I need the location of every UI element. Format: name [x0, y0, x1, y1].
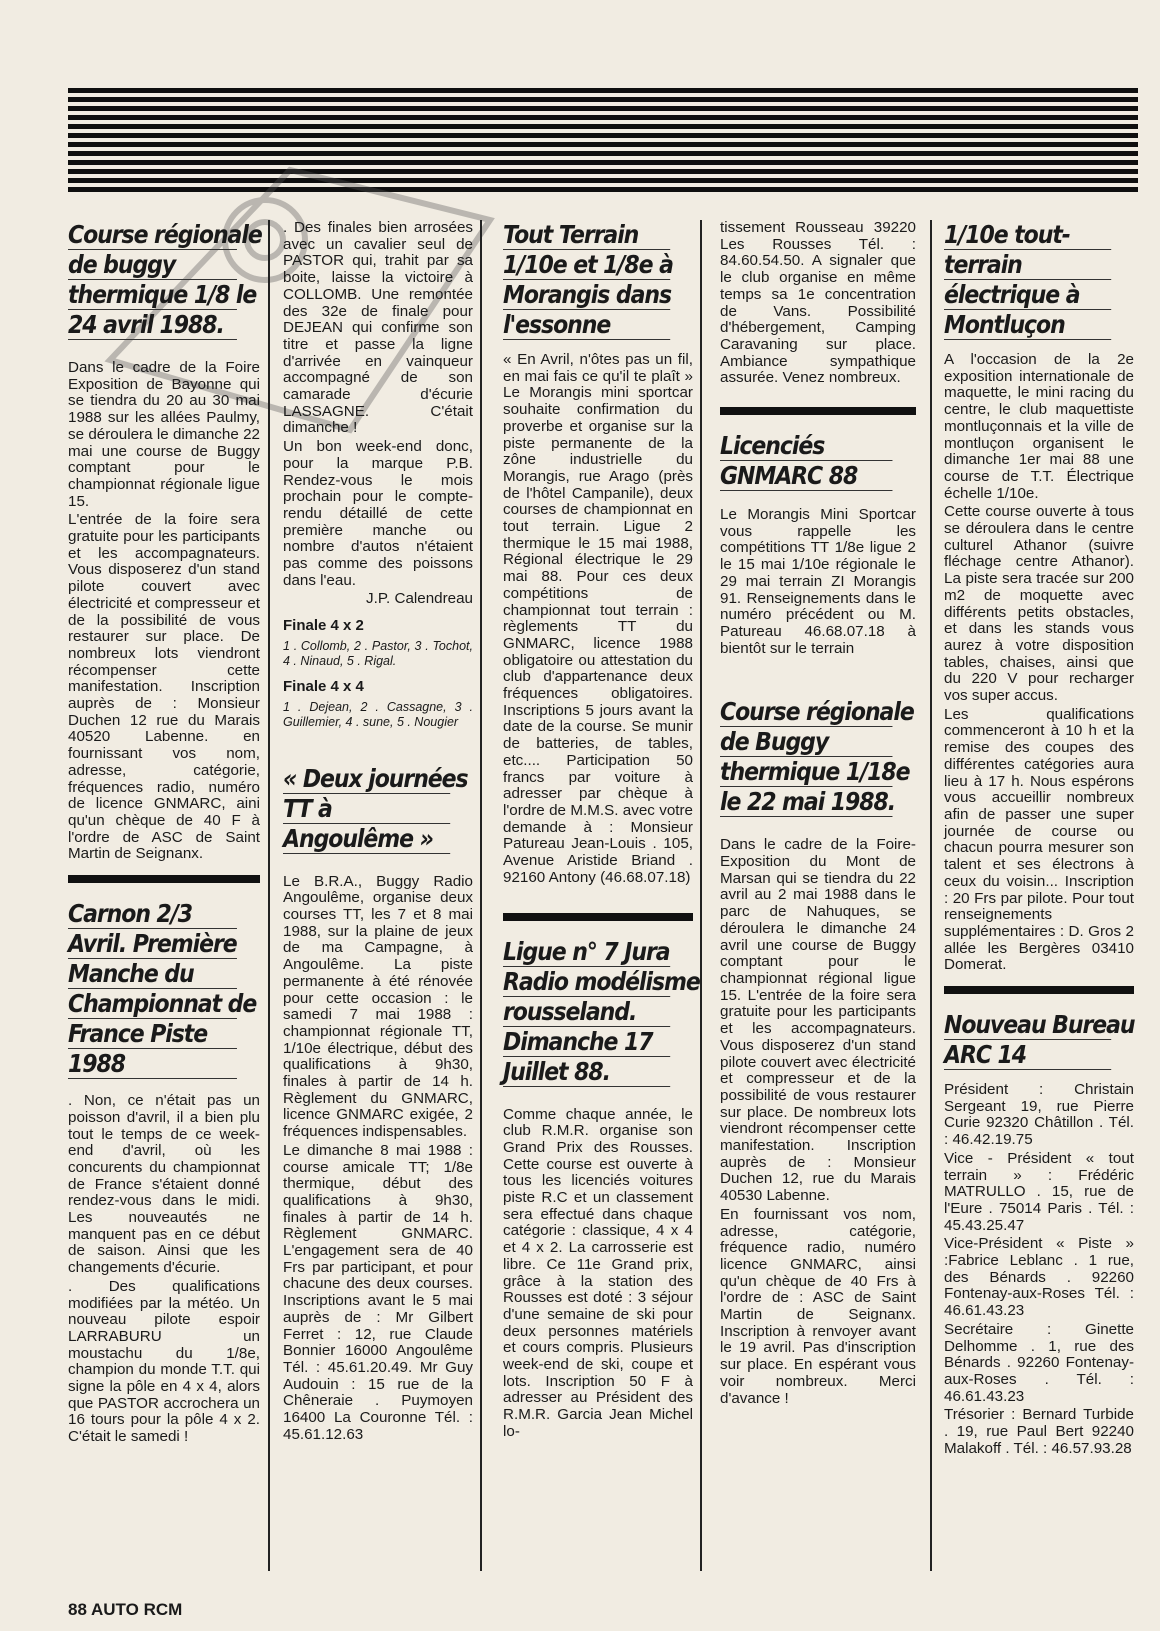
paragraph: Vice-Président « Piste » :Fabrice Leblanc . 1 rue, des Bénards . 92260 Fontenay-aux-Roses Tél. : 46.61.43.23 — [944, 1235, 1134, 1320]
paragraph: . Des finales bien arrosées avec un cavalier seul de PASTOR qui, trahit par sa boite, laisse la victoire à COLLOMB. Une remontée des 32e de finale pour DEJEAN qui confirme son titre et passe la ligne d'arrivée en vainqueur accompagné de son camarade d'écurie LASSAGNE. C'était dimanche ! — [283, 219, 473, 437]
column-3 — [503, 220, 700, 1571]
paragraph: Vice - Président « tout terrain » : Frédéric MATRULLO . 15, rue de l'Eure . 75014 Paris . Tél. : 45.43.25.47 — [944, 1149, 1134, 1234]
headline-tout-terrain-morangis: Tout Terrain 1/10e et 1/8e à Morangis dans l'essonne — [503, 220, 673, 339]
paragraph: Trésorier : Bernard Turbide . 19, rue Paul Bert 92240 Malakoff . Tél. : 46.57.93.28 — [944, 1406, 1134, 1457]
page-footer: 88 AUTO RCM — [68, 1600, 183, 1619]
results-list: 1 . Dejean, 2 . Cassagne, 3 . Guillemier, 4 . sune, 5 . Nougier — [283, 699, 473, 729]
paragraph: Dans le cadre de la Foire Exposition de Bayonne qui se tiendra du 20 au 30 mai 1988 sur les allées Paulmy, se déroulera le dimanche 22 mai une course de Buggy comptant pour le championnat régionale ligue 15. — [68, 359, 260, 510]
paragraph: tissement Rousseau 39220 Les Rousses Tél. : 84.60.54.50. A signaler que le club organise en même temps sa 1e concentration de Vans. Possibilité d'hébergement, Camping Caravaning sur place. Ambiance sympathique assurée. Venez nombreux. — [720, 219, 916, 387]
headline-nouveau-bureau: Nouveau Bureau ARC 14 — [944, 1010, 1135, 1070]
paragraph: Secrétaire : Ginette Delhomme . 1, rue des Bénards . 92260 Fontenay-aux-Roses . Tél. : 46.61.43.23 — [944, 1320, 1134, 1405]
column-divider — [930, 220, 932, 1571]
column-4 — [720, 220, 916, 1571]
headline-montlucon: 1/10e tout- terrain électrique à Montluçon — [944, 220, 1111, 340]
column-2 — [283, 220, 473, 1571]
section-divider — [68, 875, 260, 883]
paragraph: Président : Christain Sergeant 19, rue Pierre Curie 92320 Châtillon . Tél. : 46.42.19.75 — [944, 1081, 1134, 1149]
paragraph: Dans le cadre de la Foire-Exposition du Mont de Marsan qui se tiendra du 22 avril au 2 mai 1988 dans le parc de Nahuques, se déroulera le dimanche 24 avril une course de Buggy comptant pour le championnat régional ligue 15. L'entrée de la foire sera gratuite pour les participants et les accompagnateurs. Vous disposerez d'un stand pilote couvert avec électricité et compresseur et de la possibilité de vous restaurer sur place. De nombreux lots viendront récompenser cette manifestation. Inscription auprès de : Monsieur Duchen 12, rue du Marais 40530 Labenne. — [720, 836, 916, 1205]
paragraph: Cette course ouverte à tous se déroulera dans le centre culturel Athanor (suivre fléchage centre Athanor). La piste sera tracée sur 200 m2 de moquette avec différents petits obstacles, et dans les stands vous aurez à votre disposition tables, chaises, ainsi que du 220 V pour recharger vos super accus. — [944, 503, 1134, 705]
paragraph: L'entrée de la foire sera gratuite pour les participants et les accompagnateurs. Vous disposerez d'un stand pilote couvert avec électricité et compresseur et de la possibilité de vous restaurer sur place. De nombreux lots viendront récompenser cette manifestation. Inscription auprès de : Monsieur Duchen 12 rue du Marais 40520 Labenne. en fournissant vos nom, adresse, catégorie, fréquences radio, numéro de licence GNMARC, aini qu'un chèque de 40 F à l'ordre de ASC de Saint Martin de Seignanx. — [68, 511, 260, 863]
headline-ligue-7-jura: Ligue n° 7 Jura Radio modélisme rousseland. Dimanche 17 Juillet 88. — [503, 936, 700, 1086]
results-heading: Finale 4 x 4 — [283, 677, 364, 695]
section-divider — [720, 407, 916, 415]
results-list: 1 . Collomb, 2 . Pastor, 3 . Tochot, 4 . Ninaud, 5 . Rigal. — [283, 638, 473, 668]
paragraph: . Non, ce n'était pas un poisson d'avril, il a bien plu tout le temps de ce week-end d'avril, où les concurents du championnat de France s'étaient donné rendez-vous dans le midi. Les nouveautés ne manquent pas en ce début de saison. Ainsi que les changements d'écurie. — [68, 1092, 260, 1277]
paragraph: Le Morangis Mini Sportcar vous rappelle les compétitions TT 1/8e ligue 2 le 15 mai 1/10e régionale le 29 mai terrain ZI Morangis 91. Renseignements dans le numéro précédent ou M. Patureau 46.68.07.18 à bientôt sur le terrain — [720, 506, 916, 657]
paragraph: En fournissant vos nom, adresse, catégorie, fréquence radio, numéro licence GNMARC, ainsi qu'un chèque de 40 Frs à l'ordre de : ASC de Saint Martin de Seignanx. Inscription à renvoyer avant le 19 avril. Pas d'inscription sur place. En espérant vous voir nombreux. Merci d'avance ! — [720, 1205, 916, 1407]
column-1 — [68, 220, 260, 1571]
headline-course-regionale-buggy-1-8: Course régionale de buggy thermique 1/8 le 24 avril 1988. — [68, 220, 262, 339]
column-5 — [944, 220, 1134, 1571]
headline-course-regionale-buggy-1-18: Course régionale de Buggy thermique 1/18e le 22 mai 1988. — [720, 697, 914, 817]
paragraph: Un bon week-end donc, pour la marque P.B. Rendez-vous le mois prochain pour le compte-rendu détaillé de cette première manche ou nombre d'autos n'étaient pas comme des poissons dans l'eau. — [283, 438, 473, 589]
column-divider — [480, 220, 482, 1571]
paragraph: « En Avril, n'ôtes pas un fil, en mai fais ce qu'il te plaît » Le Morangis mini sportcar souhaite confirmation du proverbe et organise sur la piste permanente de la zône industrielle du Morangis, rue Arago (près de l'hôtel Campanile), deux courses de championnat en tout terrain. Ligue 2 thermique le 15 mai 1988, Régional électrique le 29 mai 88. Pour ces deux compétitions de championnat tout terrain : règlements TT du GNMARC, licence 1988 obligatoire ou attestation du club d'appartenance deux fréquences obligatoires. Inscriptions 5 jours avant la date de la course. Se munir de batteries, de tables, etc.... Participation 50 francs par voiture à adresser par chèque à l'ordre de M.M.S. avec votre demande à : Monsieur Patureau Jean-Louis . 105, Avenue Aristide Briand . 92160 Antony (46.68.07.18) — [503, 351, 693, 886]
paragraph: Les qualifications commenceront à 10 h et la remise des coupes des différentes catégories aura lieu à 17 h. Nous espérons vous accueillir nombreux afin de passer une super journée de course ou chacun pourra mesurer son talent et ses électrons à ceux du voisin... Inscription : 20 Frs par pilote. Pour tout renseignements supplémentaires : D. Gros 2 allée les Bergères 03410 Domerat. — [944, 705, 1134, 974]
headline-licencies-gnmarc: Licenciés GNMARC 88 — [720, 431, 892, 491]
section-divider — [944, 986, 1134, 994]
paragraph: Le B.R.A., Buggy Radio Angoulême, organise deux courses TT, les 7 et 8 mai 1988, sur la plaine de jeux de ma Campagne, à Angoulême. La piste permanente à été rénovée pour cette occasion : le samedi 7 mai 1988 : championnat régionale TT, 1/10e électrique, début des qualifications à 9h30, finales à partir de 14 h. Règlement du GNMARC, licence GNMARC exigée, 2 fréquences indispensables. — [283, 872, 473, 1141]
section-divider — [503, 913, 693, 921]
paragraph: Le dimanche 8 mai 1988 : course amicale TT; 1/8e thermique, début des qualifications à 9h30, finales à partir de 14 h. Règlement GNMARC. L'engagement sera de 40 Frs par participant, et pour chacune des deux courses. Inscriptions avant le 5 mai auprès de : Mr Gilbert Ferret : 12, rue Claude Bonnier 16000 Angoulême Tél. : 45.61.20.49. Mr Guy Audouin : 15 rue de la Chêneraie . Puymoyen 16400 La Couronne Tél. : 45.61.12.63 — [283, 1141, 473, 1443]
paragraph: . Des qualifications modifiées par la météo. Un nouveau pilote espoir LARRABURU un moustachu du 1/8e, champion du monde T.T. qui signe la pôle en 4 x 4, alors que PASTOR accrochera un 16 tours pour la pôle 4 x 2. C'était le samedi ! — [68, 1277, 260, 1446]
results-heading: Finale 4 x 2 — [283, 617, 364, 635]
signature: J.P. Calendreau — [366, 590, 473, 608]
headline-deux-journees: « Deux journées TT à Angoulême » — [283, 763, 468, 853]
column-divider — [700, 220, 702, 1571]
headline-carnon: Carnon 2/3 Avril. Première Manche du Championnat de France Piste 1988 — [68, 899, 257, 1079]
paragraph: A l'occasion de la 2e exposition internationale de maquette, le mini racing du centre, le club maquettiste montluçonnais et la ville de montluçon organisent le dimanche 1er mai 88 une course de T.T. Électrique échelle 1/10e. — [944, 351, 1134, 502]
paragraph: Comme chaque année, le club R.M.R. organise son Grand Prix des Rousses. Cette course est ouverte à tous les licenciés voitures piste R.C et un classement sera effectué dans chaque catégorie : classique, 4 x 4 et 4 x 2. La carrosserie est libre. Ce 11e Grand prix, grâce à la station des Rousses est doté : 3 séjour d'une semaine de ski pour deux personnes matériels et cours compris. Plusieurs week-end de ski, coupe et lots. Inscription 50 F à adresser au Président des R.M.R. Garcia Jean Michel lo- — [503, 1105, 693, 1440]
column-divider — [268, 220, 270, 1571]
